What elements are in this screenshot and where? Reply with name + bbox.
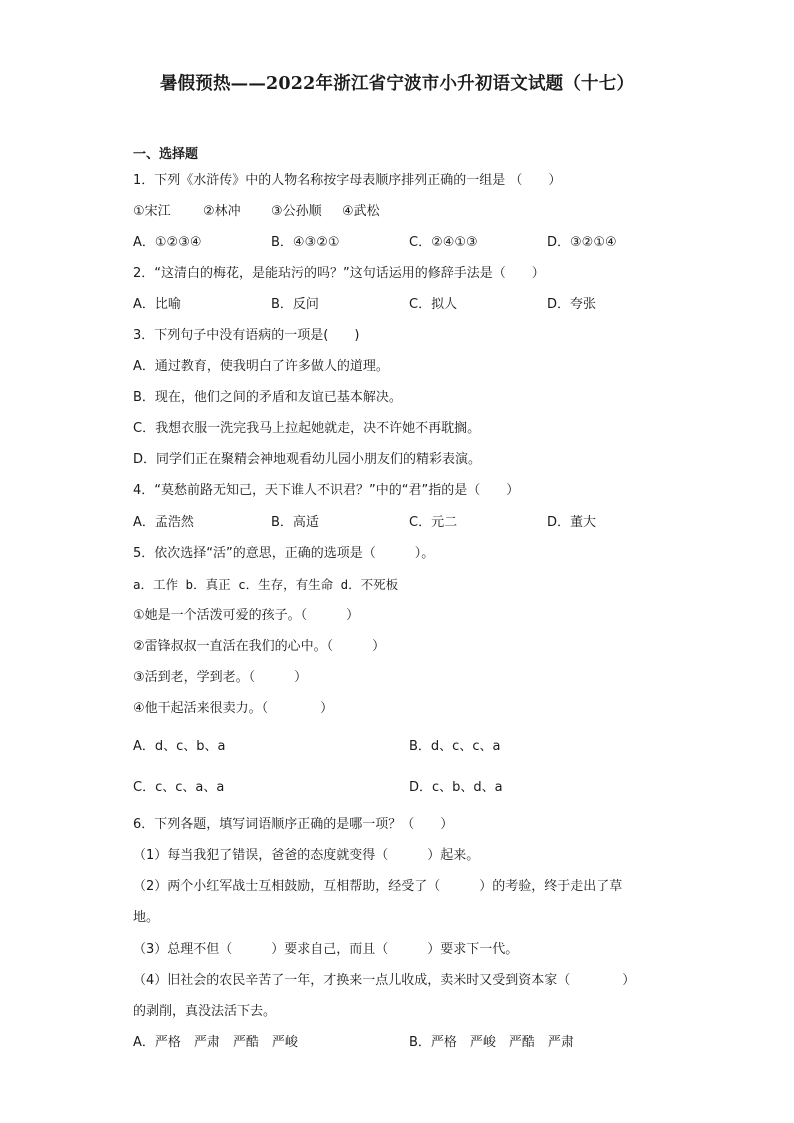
- question-4-stem: 4．“莫愁前路无知己，天下谁人不识君？”中的“君”指的是（ ）: [133, 483, 520, 498]
- q5-option-a: A．d、c、b、a: [133, 739, 226, 754]
- q4-option-c: C．元二: [409, 515, 458, 530]
- q5-item: ④他干起活来很卖力。（ ）: [133, 701, 334, 716]
- q6-item: 地。: [133, 910, 160, 925]
- q3-option-a: A．通过教育，使我明白了许多做人的道理。: [133, 359, 389, 374]
- q5-item: ②雷锋叔叔一直活在我们的心中。（ ）: [133, 639, 386, 654]
- q3-option-d: D．同学们正在聚精会神地观看幼儿园小朋友们的精彩表演。: [133, 452, 482, 467]
- q4-option-a: A．孟浩然: [133, 515, 194, 530]
- q3-option-b: B．现在，他们之间的矛盾和友谊已基本解决。: [133, 390, 402, 405]
- question-1-stem: 1．下列《水浒传》中的人物名称按字母表顺序排列正确的一组是 （ ）: [133, 173, 562, 188]
- q5-item: ③活到老，学到老。（ ）: [133, 670, 308, 685]
- q1-item: ③公孙顺: [271, 204, 322, 219]
- q2-option-d: D．夸张: [547, 297, 597, 312]
- question-2-stem: 2．“这清白的梅花，是能玷污的吗？”这句话运用的修辞手法是（ ）: [133, 266, 545, 281]
- q5-option-b: B．d、c、c、a: [409, 739, 501, 754]
- q5-item: ①她是一个活泼可爱的孩子。（ ）: [133, 608, 360, 623]
- question-5-stem: 5．依次选择“活”的意思，正确的选项是（ ）。: [133, 546, 435, 561]
- q5-option-c: C．c、c、a、a: [133, 780, 225, 795]
- q3-option-c: C．我想衣服一洗完我马上拉起她就走，决不许她不再耽搁。: [133, 421, 481, 436]
- q5-option-d: D．c、b、d、a: [409, 780, 503, 795]
- q6-item: （1）每当我犯了错误，爸爸的态度就变得（ ）起来。: [133, 848, 480, 863]
- question-6-stem: 6．下列各题，填写词语顺序正确的是哪一项？（ ）: [133, 817, 454, 832]
- q1-option-c: C．②④①③: [409, 235, 478, 250]
- q2-option-a: A．比喻: [133, 297, 181, 312]
- question-3-stem: 3．下列句子中没有语病的一项是( ): [133, 328, 360, 343]
- q2-option-b: B．反问: [271, 297, 319, 312]
- q4-option-b: B．高适: [271, 515, 319, 530]
- q6-option-a: A．严格 严肃 严酷 严峻: [133, 1035, 298, 1050]
- q6-item: 的剥削，真没法活下去。: [133, 1004, 277, 1019]
- q2-option-c: C．拟人: [409, 297, 458, 312]
- q1-item: ②林冲: [203, 204, 241, 219]
- q1-item: ①宋江: [133, 204, 171, 219]
- q6-item: （4）旧社会的农民辛苦了一年，才换来一点儿收成，卖米时又受到资本家（ ）: [133, 973, 636, 988]
- q4-option-d: D．董大: [547, 515, 597, 530]
- q1-option-b: B．④③②①: [271, 235, 340, 250]
- page-title: 暑假预热——2022年浙江省宁波市小升初语文试题（十七）: [159, 74, 635, 94]
- q6-item: （2）两个小红军战士互相鼓励，互相帮助，经受了（ ）的考验，终于走出了草: [133, 879, 623, 894]
- q6-item: （3）总理不但（ ）要求自己，而且（ ）要求下一代。: [133, 942, 519, 957]
- q6-option-b: B．严格 严峻 严酷 严肃: [409, 1035, 574, 1050]
- q1-option-a: A．①②③④: [133, 235, 202, 250]
- q1-item: ④武松: [342, 204, 380, 219]
- q5-meanings: a．工作 b．真正 c．生存，有生命 d．不死板: [133, 577, 399, 592]
- q1-option-d: D．③②①④: [547, 235, 617, 250]
- section-heading: 一、选择题: [133, 147, 199, 162]
